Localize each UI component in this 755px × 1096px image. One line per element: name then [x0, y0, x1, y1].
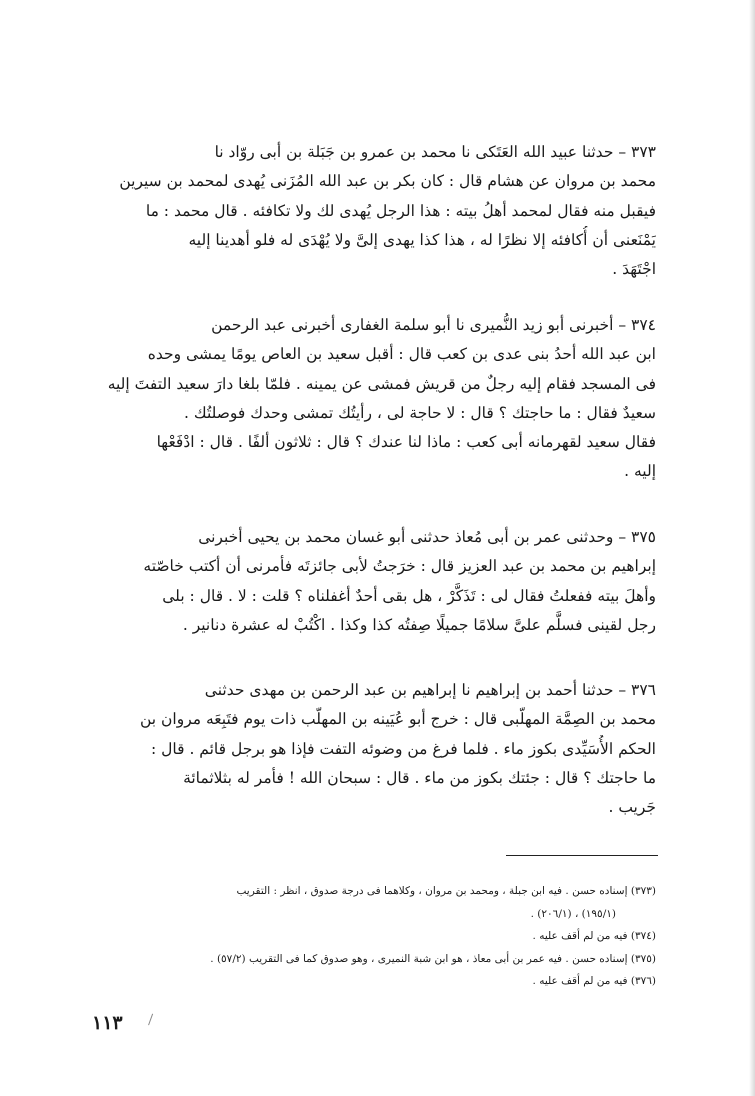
footnote-line: (٣٧٦) فيه من لم أقف عليه . — [532, 975, 656, 987]
text-line: رجل لقينى فسلَّم علىَّ سلامًا جميلًا صِفتُه كذا وكذا . اكْتُبْ له عشرة دنانير . — [182, 615, 656, 634]
hadith-373 — [98, 138, 656, 284]
paragraph — [98, 676, 656, 822]
text-line: ٣٧٤ – أخبرنى أبو زيد النُّميرى نا أبو سلمة الغفارى أخبرنى عبد الرحمن — [211, 316, 656, 334]
text-line: فيقبل منه فقال لمحمد أهلُ بيته : هذا الرجل يُهدى لك ولا تكافئه . قال محمد : ما — [145, 201, 656, 220]
footnote-separator — [506, 855, 658, 856]
text-line: محمد بن الصِمَّة المهلّبى قال : خرج أبو عُيَينه بن المهلّب ذات يوم فتَبِعَه مروان بن — [139, 710, 656, 729]
text-line: سعيدٌ فقال : ما حاجتك ؟ قال : لا حاجة لى ، رأيتُك تمشى وحدك فوصلتُك . — [184, 403, 656, 422]
hadith-376 — [98, 676, 656, 822]
text-line: جَريب . — [608, 798, 656, 817]
footnotes — [100, 880, 656, 993]
text-line: فى المسجد فقام إليه رجلٌ من قريش فمشى عن يمينه . فلمّا بلغا دارَ سعيد التفتَ إليه — [107, 374, 656, 393]
page-number: ١١٣ — [92, 1012, 123, 1034]
page-edge-shadow — [749, 0, 755, 1096]
text-line: محمد بن مروان عن هشام قال : كان بكر بن عبد الله المُزَنى يُهدى لمحمد بن سيرين — [119, 172, 656, 191]
hadith-374 — [98, 311, 656, 487]
text-line: يَمْنَعنى أن أُكافئه إلا نظرًا له ، هذا كذا يهدى إلىَّ ولا يُهْدَى له فلو أهدينا إليه — [188, 230, 656, 249]
text-line: ٣٧٣ – حدثنا عبيد الله العَتَكى نا محمد بن عمرو بن جَبَلة بن أبى روّاد نا — [214, 143, 656, 161]
footnote-373 — [100, 880, 656, 925]
text-line: ٣٧٥ – وحدثنى عمر بن أبى مُعاذ حدثنى أبو غسان محمد بن يحيى أخبرنى — [198, 528, 656, 546]
footnote-376 — [100, 970, 656, 993]
footnote-374 — [100, 925, 656, 948]
text-line: الحكم الأُسَيِّدى بكوز ماء . فلما فرغ من وضوئه التفت فإذا هو برجل قائم . قال : — [150, 739, 656, 758]
text-line: إبراهيم بن محمد بن عبد العزيز قال : خرَجتُ لأبى جائزتَه فأمرنى أن أكتب خاصّته — [143, 557, 656, 576]
text-line: ما حاجتك ؟ قال : جئتك بكوز من ماء . قال : سبحان الله ! فأمر له بثلاثمائة — [183, 768, 656, 787]
scan-mark — [148, 1014, 156, 1027]
hadith-375 — [98, 523, 656, 640]
footnote-375 — [100, 948, 656, 971]
text-line: ابن عبد الله أحدُ بنى عدى بن كعب قال : أقبل سعيد بن العاص يومًا يمشى وحده — [147, 345, 656, 364]
paragraph — [98, 311, 656, 487]
text-line: وأهلَ بيته ففعلتُ فقال لى : تَذَكَّرْ ، هل بقى أحدٌ أغفلناه ؟ قلت : لا . قال : بلى — [162, 586, 656, 605]
text-line: إليه . — [624, 462, 656, 481]
text-line: ٣٧٦ – حدثنا أحمد بن إبراهيم نا إبراهيم بن عبد الرحمن بن مهدى حدثنى — [204, 681, 656, 699]
footnote-line: (٣٧٤) فيه من لم أقف عليه . — [532, 930, 656, 942]
footnote-line: (٣٧٥) إسناده حسن . فيه عمر بن أبى معاذ ، هو ابن شبة النميرى ، وهو صدوق كما فى التقريب (٥٧/٢) . — [210, 952, 656, 965]
paragraph — [98, 523, 656, 640]
text-line: فقال سعيد لقهرمانه أبى كعب : ماذا لنا عندك ؟ قال : ثلاثون ألفًا . قال : ادْفَعْها — [156, 433, 656, 452]
paragraph — [98, 138, 656, 284]
footnote-line: (٣٧٣) إسناده حسن . فيه ابن جبلة ، ومحمد بن مروان ، وكلاهما فى درجة صدوق ، انظر : التقريب — [236, 885, 656, 897]
footnote-line: (١٩٥/١) ، (٢٠٦/١) . — [530, 907, 616, 920]
text-line: اجْتَهَدَ . — [612, 260, 656, 279]
